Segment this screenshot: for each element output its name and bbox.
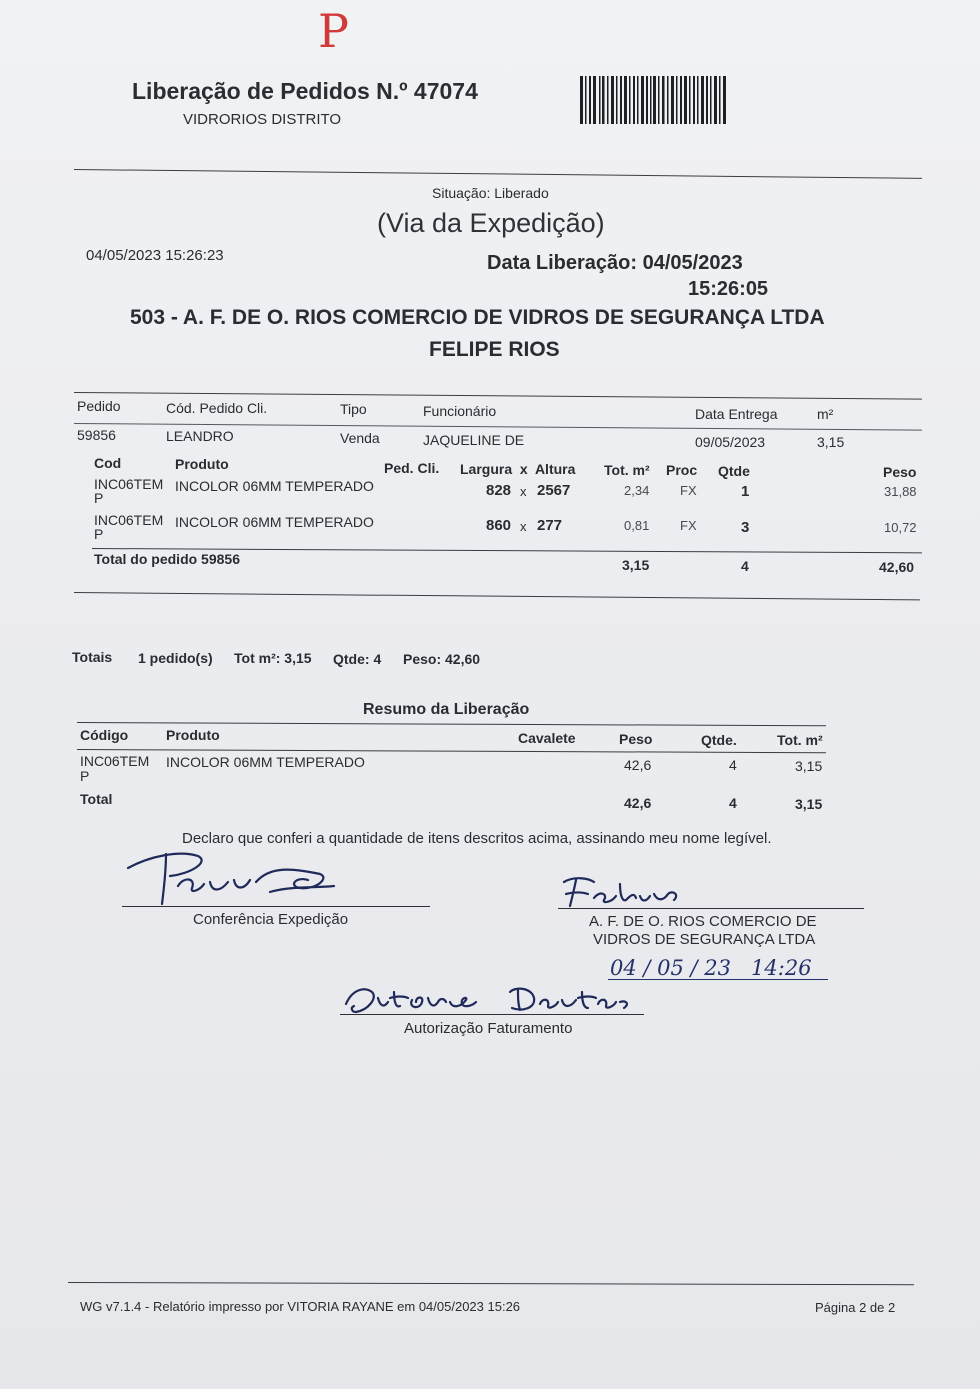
order-total-peso: 42,60 <box>879 559 915 575</box>
totals-label: Totais <box>72 649 113 665</box>
summary-top-divider <box>77 722 826 726</box>
summary-peso: 42,6 <box>624 757 652 773</box>
summary-col-peso: Peso <box>619 731 653 747</box>
item-tot-m2: 2,34 <box>624 483 650 498</box>
item-x: x <box>520 484 527 499</box>
totals-peso: Peso: 42,60 <box>403 651 481 667</box>
autorizacao-label: Autorização Faturamento <box>404 1020 573 1037</box>
item-largura: 828 <box>486 482 512 499</box>
signature-line-autorizacao <box>340 1014 644 1015</box>
summary-codigo-cont: P <box>80 768 90 784</box>
copy-type: (Via da Expedição) <box>377 208 605 238</box>
item-col-peso: Peso <box>883 464 917 480</box>
conferencia-label: Conferência Expedição <box>193 911 349 928</box>
summary-col-produto: Produto <box>166 727 220 743</box>
company-sign-line2: VIDROS DE SEGURANÇA LTDA <box>593 931 816 948</box>
summary-col-tot-m2: Tot. m² <box>777 732 823 748</box>
footer-divider <box>68 1282 914 1285</box>
header-divider <box>74 169 922 179</box>
barcode-icon <box>580 76 730 124</box>
order-total-qtde: 4 <box>741 558 749 574</box>
summary-total-label: Total <box>80 791 113 807</box>
col-data-entrega: Data Entrega <box>695 406 778 422</box>
item-col-proc: Proc <box>666 462 698 478</box>
item-largura: 860 <box>486 517 512 534</box>
col-pedido: Pedido <box>77 398 121 414</box>
summary-codigo: INC06TEM <box>80 753 150 769</box>
item-produto: INCOLOR 06MM TEMPERADO <box>175 514 374 530</box>
summary-produto: INCOLOR 06MM TEMPERADO <box>166 754 365 770</box>
declaration-text: Declaro que conferi a quantidade de itens descritos acima, assinando meu nome legível. <box>182 830 772 847</box>
order-cod-pedido-cli: LEANDRO <box>166 428 234 444</box>
summary-total-peso: 42,6 <box>624 795 652 811</box>
order-data-entrega: 09/05/2023 <box>695 434 766 450</box>
item-qtde: 3 <box>741 519 750 536</box>
item-col-largura-altura: Largura x Altura <box>460 461 576 477</box>
item-col-qtde: Qtde <box>718 463 750 479</box>
summary-tot-m2: 3,15 <box>795 758 823 774</box>
status-label: Situação: Liberado <box>432 185 549 201</box>
item-cod-cont: P <box>94 526 104 542</box>
item-cod: INC06TEM <box>94 512 164 528</box>
item-proc: FX <box>680 518 697 533</box>
summary-qtde: 4 <box>729 757 737 773</box>
summary-col-cavalete: Cavalete <box>518 730 576 746</box>
order-bottom-divider <box>74 592 920 600</box>
footer-printed-by: WG v7.1.4 - Relatório impresso por VITORIA RAYANE em 04/05/2023 15:26 <box>80 1299 521 1314</box>
item-col-produto: Produto <box>175 456 229 472</box>
item-produto: INCOLOR 06MM TEMPERADO <box>175 478 374 494</box>
summary-total-qtde: 4 <box>729 795 737 811</box>
item-col-cod: Cod <box>94 455 122 471</box>
col-tipo: Tipo <box>340 401 367 417</box>
company-sign-line1: A. F. DE O. RIOS COMERCIO DE <box>589 913 817 930</box>
item-peso: 10,72 <box>884 520 917 535</box>
item-altura: 2567 <box>537 482 571 499</box>
col-m2: m² <box>817 406 834 422</box>
handwritten-date: 04 / 05 / 23 14:26 <box>610 956 812 980</box>
print-datetime: 04/05/2023 15:26:23 <box>86 247 224 264</box>
item-col-ped-cli: Ped. Cli. <box>384 460 440 476</box>
order-total-m2: 3,15 <box>622 557 650 573</box>
handwritten-mark: P <box>318 4 349 58</box>
item-proc: FX <box>680 483 697 498</box>
handwritten-date-underline <box>608 979 828 980</box>
signature-line-company <box>558 908 864 909</box>
release-date: Data Liberação: 04/05/2023 <box>487 252 743 274</box>
order-top-divider <box>74 392 922 400</box>
item-col-tot-m2: Tot. m² <box>604 462 650 478</box>
order-funcionario: JAQUELINE DE <box>423 432 525 448</box>
order-tipo: Venda <box>340 430 380 446</box>
summary-title: Resumo da Liberação <box>363 701 530 718</box>
signature-conferencia <box>120 846 350 912</box>
item-cod-cont: P <box>94 490 104 506</box>
item-cod: INC06TEM <box>94 476 164 492</box>
footer-page-number: Página 2 de 2 <box>815 1300 896 1315</box>
company-short-name: VIDRORIOS DISTRITO <box>183 111 342 128</box>
client-name: 503 - A. F. DE O. RIOS COMERCIO DE VIDROS DE SEGURANÇA LTDA <box>130 306 825 329</box>
summary-col-qtde: Qtde. <box>701 732 737 748</box>
item-altura: 277 <box>537 517 563 534</box>
release-time: 15:26:05 <box>688 278 769 300</box>
order-m2: 3,15 <box>817 434 845 450</box>
document-title: Liberação de Pedidos N.º 47074 <box>132 78 478 104</box>
summary-total-tot-m2: 3,15 <box>795 796 823 812</box>
summary-header-divider <box>77 749 826 753</box>
col-cod-pedido-cli: Cód. Pedido Cli. <box>166 400 268 416</box>
signature-line-conferencia <box>122 906 430 907</box>
item-peso: 31,88 <box>884 484 917 499</box>
item-tot-m2: 0,81 <box>624 518 650 533</box>
totals-pedidos: 1 pedido(s) <box>138 650 213 666</box>
order-total-label: Total do pedido 59856 <box>94 551 240 567</box>
totals-m2: Tot m²: 3,15 <box>234 650 312 666</box>
order-pedido: 59856 <box>77 427 116 443</box>
totals-qtde: Qtde: 4 <box>333 651 382 667</box>
col-funcionario: Funcionário <box>423 403 497 419</box>
item-qtde: 1 <box>741 483 750 500</box>
item-x: x <box>520 519 527 534</box>
signature-company <box>560 872 690 912</box>
summary-col-codigo: Código <box>80 727 129 743</box>
client-contact: FELIPE RIOS <box>429 338 560 361</box>
